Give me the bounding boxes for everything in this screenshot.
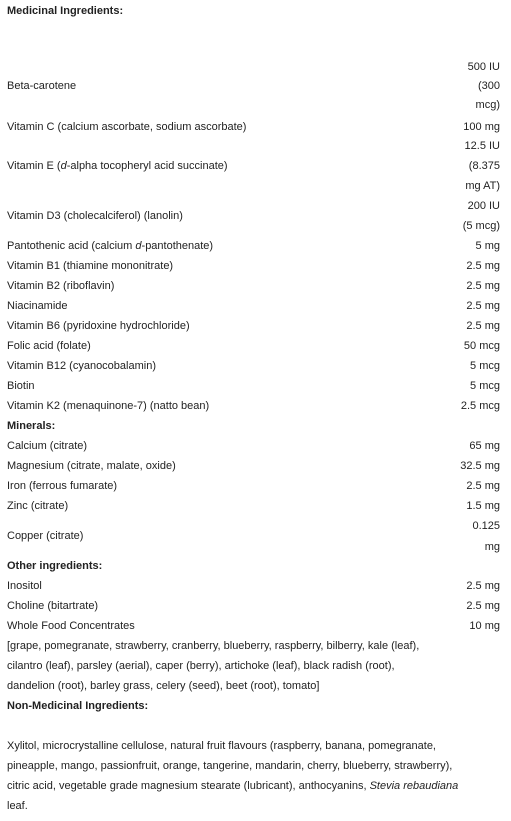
ingredient-amount: mg AT): [465, 180, 500, 192]
whole-food-list: dandelion (root), barley grass, celery (seed), beet (root), tomato]: [7, 680, 320, 692]
ingredient-amount: 2.5 mg: [466, 280, 500, 292]
ingredient-amount: 100 mg: [463, 121, 500, 133]
ingredient-amount: 5 mcg: [470, 360, 500, 372]
ingredient-amount: 1.5 mg: [466, 500, 500, 512]
ingredient-row: [7, 200, 500, 234]
non-medicinal-text: leaf.: [7, 800, 28, 812]
medicinal-heading: Medicinal Ingredients:: [7, 5, 124, 17]
ingredient-amount: 2.5 mg: [466, 320, 500, 332]
ingredient-name: Vitamin B6 (pyridoxine hydrochloride): [7, 320, 190, 332]
ingredient-name: Vitamin K2 (menaquinone-7) (natto bean): [7, 400, 210, 412]
ingredient-amount: 2.5 mg: [466, 260, 500, 272]
ingredient-name: Calcium (citrate): [7, 440, 88, 452]
ingredient-amount: 2.5 mg: [466, 580, 500, 592]
ingredient-amount: 5 mg: [475, 240, 500, 252]
ingredient-amount: 2.5 mg: [466, 480, 500, 492]
ingredient-name: Whole Food Concentrates: [7, 620, 135, 632]
whole-food-list: [grape, pomegranate, strawberry, cranberry, blueberry, raspberry, bilberry, kale (leaf),: [7, 640, 420, 652]
ingredient-row: [7, 520, 500, 554]
ingredient-row: [7, 61, 500, 115]
ingredient-amount: 10 mg: [469, 620, 500, 632]
ingredient-name: Niacinamide: [7, 300, 68, 312]
ingredient-amount: 65 mg: [469, 440, 500, 452]
ingredient-amount: 200 IU: [467, 200, 500, 212]
ingredient-name: Folic acid (folate): [7, 340, 91, 352]
ingredient-amount: 5 mcg: [470, 380, 500, 392]
non-medicinal-text: citric acid, vegetable grade magnesium stearate (lubricant), anthocyanins, Stevia rebaudiana: [7, 780, 459, 792]
ingredient-amount: 2.5 mcg: [460, 400, 500, 412]
ingredient-name: Choline (bitartrate): [7, 600, 99, 612]
ingredient-name: Copper (citrate): [7, 530, 84, 542]
ingredient-name: Inositol: [7, 580, 42, 592]
ingredient-amount: (300: [477, 80, 500, 92]
minerals-heading: Minerals:: [7, 420, 56, 432]
ingredient-name: Iron (ferrous fumarate): [7, 480, 118, 492]
ingredient-name: Vitamin D3 (cholecalciferol) (lanolin): [7, 210, 183, 222]
ingredient-amount: 32.5 mg: [460, 460, 500, 472]
ingredient-amount: 12.5 IU: [464, 140, 500, 152]
ingredient-name: Vitamin B12 (cyanocobalamin): [7, 360, 156, 372]
non-medicinal-text: Xylitol, microcrystalline cellulose, natural fruit flavours (raspberry, banana, pomegranate,: [7, 740, 436, 752]
ingredient-row: [7, 140, 500, 194]
ingredient-amount: 2.5 mg: [466, 600, 500, 612]
ingredient-name: Pantothenic acid (calcium d-pantothenate): [7, 240, 214, 252]
non-medicinal-heading: Non-Medicinal Ingredients:: [7, 700, 149, 712]
ingredient-name: Vitamin E (d-alpha tocopheryl acid succinate): [7, 160, 228, 172]
ingredient-amount: (8.375: [468, 160, 500, 172]
other-heading: Other ingredients:: [7, 560, 103, 572]
ingredient-amount: (5 mcg): [462, 220, 500, 232]
ingredient-name: Zinc (citrate): [7, 500, 69, 512]
ingredient-name: Magnesium (citrate, malate, oxide): [7, 460, 176, 472]
ingredient-amount: mg: [484, 541, 500, 553]
ingredient-amount: mcg): [475, 99, 500, 111]
ingredient-amount: 0.125: [472, 520, 500, 532]
ingredient-amount: 2.5 mg: [466, 300, 500, 312]
ingredient-amount: 500 IU: [467, 61, 500, 73]
ingredient-name: Biotin: [7, 380, 35, 392]
ingredient-name: Vitamin C (calcium ascorbate, sodium ascorbate): [7, 121, 247, 133]
ingredient-name: Vitamin B2 (riboflavin): [7, 280, 115, 292]
non-medicinal-text: pineapple, mango, passionfruit, orange, tangerine, mandarin, cherry, blueberry, strawberry),: [7, 760, 453, 772]
ingredient-name: Vitamin B1 (thiamine mononitrate): [7, 260, 174, 272]
ingredient-name: Beta-carotene: [7, 80, 77, 92]
whole-food-list: cilantro (leaf), parsley (aerial), caper (berry), artichoke (leaf), black radish (root),: [7, 660, 395, 672]
ingredient-amount: 50 mcg: [463, 340, 500, 352]
